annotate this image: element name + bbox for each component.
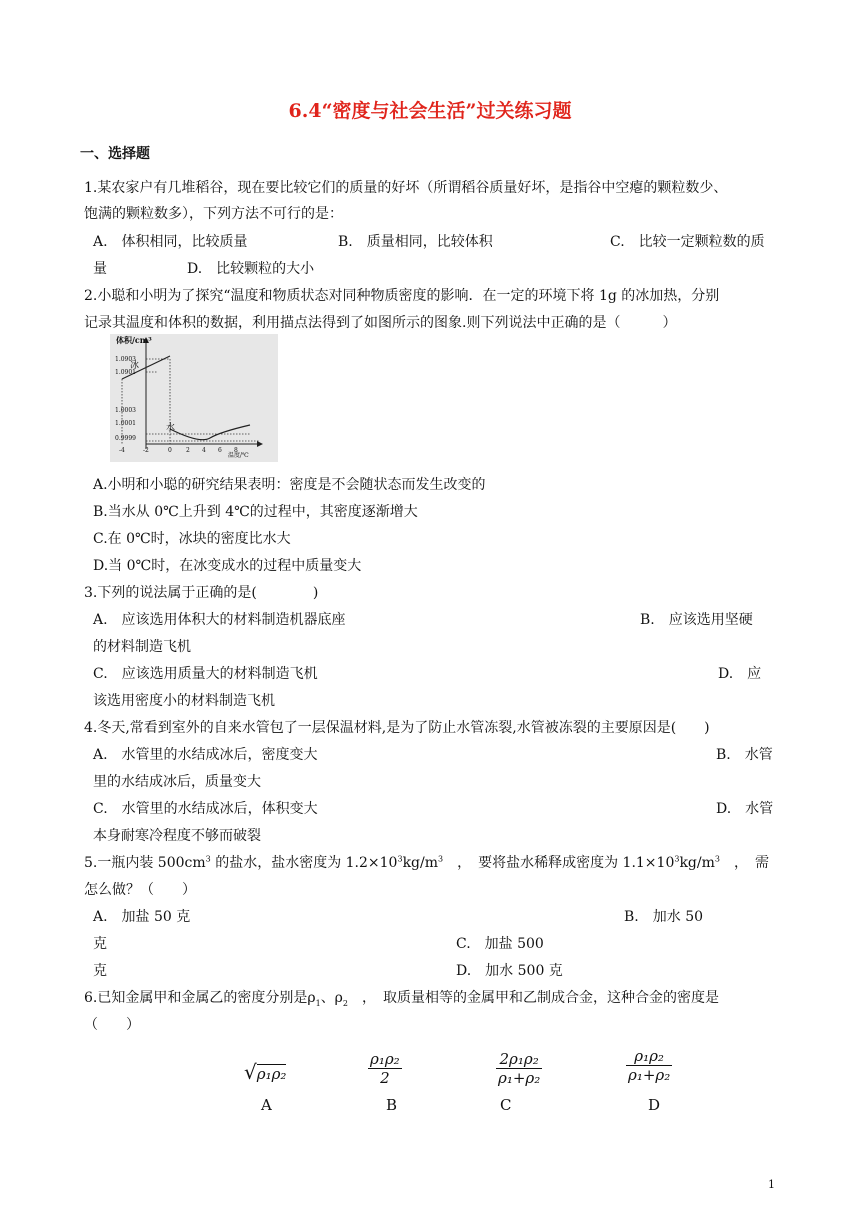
water-label: 水 [166, 423, 176, 433]
q5-option-c: C. 加盐 500 [456, 936, 544, 952]
q5-stem-line2: 怎么做？（ ） [84, 882, 196, 898]
water-curve [170, 425, 250, 440]
q3-option-b-cont: 的材料制造飞机 [93, 639, 191, 655]
formula-b: $\frac{\text{ρ₁ρ₂}}{2}$ [370, 1050, 400, 1087]
y-tick: 1.0903 [115, 356, 136, 363]
volume-temperature-graph [110, 334, 278, 462]
q3-option-b: B. 应该选用坚硬 [640, 612, 753, 628]
q4-option-d-cont: 本身耐寒冷程度不够而破裂 [93, 828, 261, 844]
q2-stem-line2: 记录其温度和体积的数据，利用描点法得到了如图所示的图象.则下列说法中正确的是（ ） [84, 315, 677, 331]
y-tick: 0.9999 [115, 435, 136, 442]
formula-label-b: B [386, 1096, 398, 1114]
formula-label-c: C [500, 1096, 512, 1114]
x-tick: 8 [234, 447, 238, 454]
q3-stem: 3.下列的说法属于正确的是( ) [84, 585, 319, 601]
x-axis-arrow [257, 441, 263, 447]
q6-stem-line2: （ ） [84, 1017, 140, 1033]
q1-stem-line2: 饱满的颗粒数多），下列方法不可行的是： [84, 206, 343, 222]
formula-d: $\frac{\text{ρ₁ρ₂}}{\text{ρ₁+ρ₂}}$ [628, 1047, 671, 1084]
q4-option-b: B. 水管 [716, 747, 773, 763]
formula-label-d: D [648, 1096, 661, 1114]
x-tick: 0 [168, 447, 172, 454]
x-tick: 4 [202, 447, 206, 454]
q2-option-b: B.当水从 0℃上升到 4℃的过程中，其密度逐渐增大 [93, 504, 418, 520]
x-tick: 6 [218, 447, 222, 454]
q1-option-a: A. 体积相同，比较质量 [93, 234, 248, 250]
q5-option-d: D. 加水 500 克 [456, 963, 563, 979]
q5-option-b: B. 加水 50 [624, 909, 704, 925]
q4-stem: 4.冬天,常看到室外的自来水管包了一层保温材料,是为了防止水管冻裂,水管被冻裂的主要原因是( ) [84, 720, 710, 736]
q3-option-d-cont: 该选用密度小的材料制造飞机 [93, 693, 275, 709]
formula-a: √ρ₁ρ₂ [244, 1060, 287, 1084]
q5-stem-line1: 5.一瓶内装 $500cm^3$ 的盐水，盐水密度为 $1.2\times 10^3kg/m^3$ ， 要将盐水稀释成密度为 $1.1\times 10^3kg/m^3$ ， 需 [84, 854, 769, 871]
formula-label-a: A [261, 1096, 272, 1114]
q1-option-c: C. 比较一定颗粒数的质 [610, 234, 765, 250]
y-tick: 1.0003 [115, 407, 136, 414]
q1-option-b: B. 质量相同，比较体积 [338, 234, 493, 250]
q1-stem-line1: 1.某农家户有几堆稻谷，现在要比较它们的质量的好坏（所谓稻谷质量好坏，是指谷中空瘪的颗粒数少、 [84, 180, 728, 196]
q3-option-d: D. 应 [718, 666, 762, 682]
page-title: 6.4“密度与社会生活”过关练习题 [288, 100, 572, 122]
q2-stem-line1: 2.小聪和小明为了探究“温度和物质状态对同种物质密度的影响．在一定的环境下将 1g 的冰加热，分别 [84, 288, 720, 304]
section-heading: 一、选择题 [80, 146, 150, 162]
q2-option-c: C.在 0℃时，冰块的密度比水大 [93, 531, 291, 547]
ice-label: 冰 [130, 361, 140, 371]
x-tick: -2 [143, 447, 149, 454]
x-tick: 2 [186, 447, 190, 454]
y-tick: 1.0901 [115, 369, 136, 376]
x-axis-label: 温度/℃ [228, 452, 249, 459]
q6-stem-line1: 6.已知金属甲和金属乙的密度分别是$\rho_1$、$\rho_2$ ， 取质量相等的金属甲和乙制成合金，这种合金的密度是 [84, 990, 720, 1008]
q4-option-a: A. 水管里的水结成冰后，密度变大 [93, 747, 318, 763]
q4-option-c: C. 水管里的水结成冰后，体积变大 [93, 801, 318, 817]
q3-option-a: A. 应该选用体积大的材料制造机器底座 [93, 612, 346, 628]
y-axis-label: 体积/cm³ [116, 335, 152, 345]
q2-option-d: D.当 0℃时，在冰变成水的过程中质量变大 [93, 558, 362, 574]
q4-option-d: D. 水管 [716, 801, 774, 817]
y-tick: 1.0001 [115, 420, 136, 427]
page-number: 1 [768, 1178, 775, 1191]
q2-option-a: A.小明和小聪的研究结果表明：密度是不会随状态而发生改变的 [93, 477, 486, 493]
q5-option-c-cont: 克 [93, 963, 107, 979]
q5-option-a: A. 加盐 50 克 [93, 909, 191, 925]
q1-option-d: D. 比较颗粒的大小 [187, 261, 315, 277]
q1-option-c-cont: 量 [93, 261, 107, 277]
x-tick: -4 [119, 447, 125, 454]
q3-option-c: C. 应该选用质量大的材料制造飞机 [93, 666, 318, 682]
q5-option-b-cont: 克 [93, 936, 107, 952]
formula-c: $\frac{\text{2ρ₁ρ₂}}{\text{ρ₁+ρ₂}}$ [498, 1050, 541, 1087]
q4-option-b-cont: 里的水结成冰后，质量变大 [93, 774, 261, 790]
